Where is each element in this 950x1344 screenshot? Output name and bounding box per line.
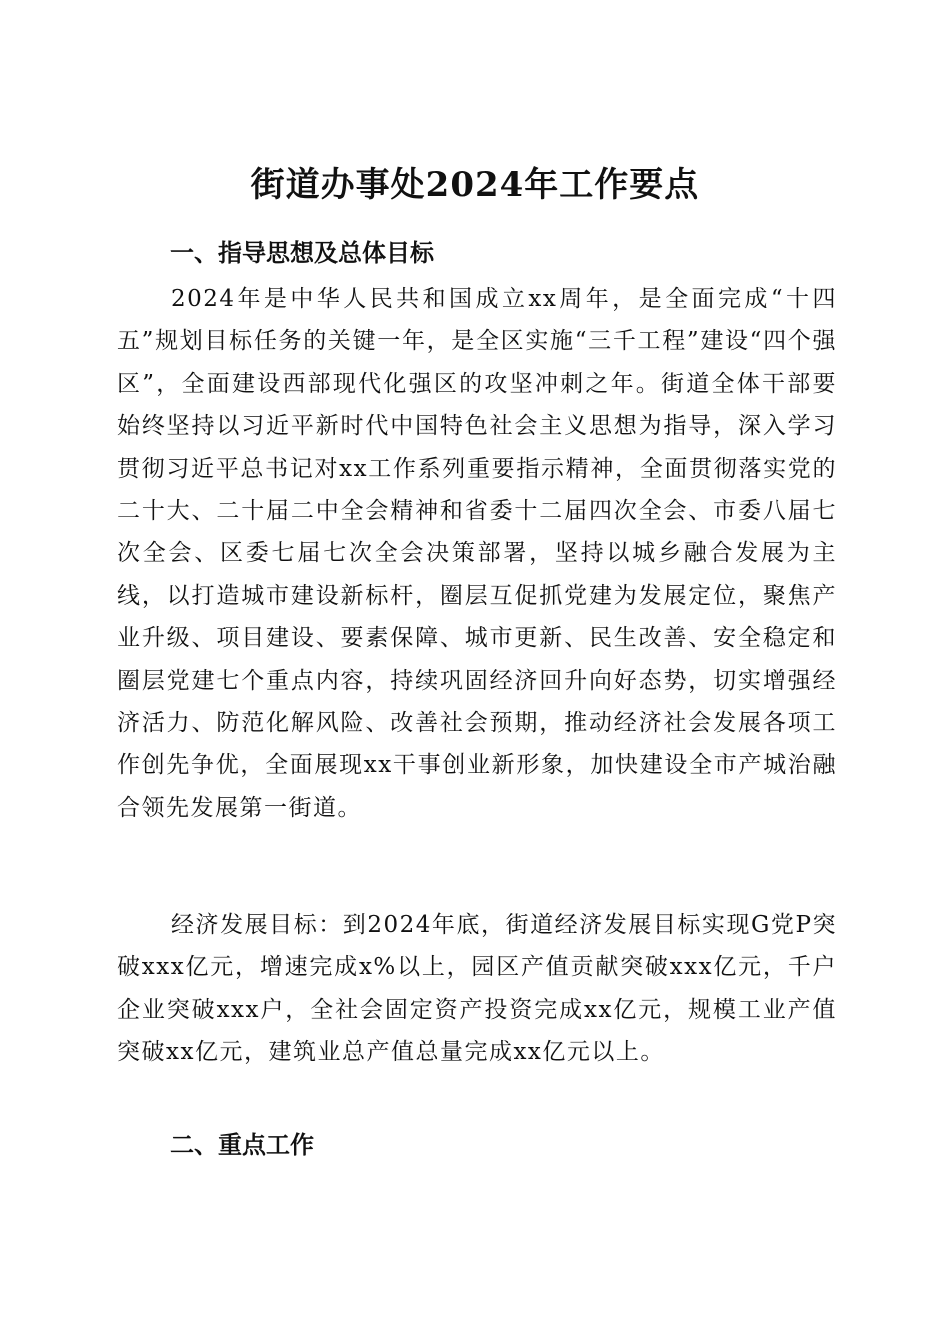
paragraph-guiding-ideology: 2024年是中华人民共和国成立xx周年，是全面完成“十四五”规划目标任务的关键一年，是全区实施“三千工程”建设“四个强区”，全面建设西部现代化强区的攻坚冲刺之年。街道全体干部要始终坚持以习近平新时代中国特色社会主义思想为指导，深入学习贯彻习近平总书记对xx工作系列重要指示精神，全面贯彻落实党的二十大、二十届二中全会精神和省委十二届四次全会、市委八届七次全会、区委七届七次全会决策部署，坚持以城乡融合发展为主线，以打造城市建设新标杆，圈层互促抓党建为发展定位，聚焦产业升级、项目建设、要素保障、城市更新、民生改善、安全稳定和圈层党建七个重点内容，持续巩固经济回升向好态势，切实增强经济活力、防范化解风险、改善社会预期，推动经济社会发展各项工作创先争优，全面展现xx干事创业新形象，加快建设全市产城治融合领先发展第一街道。	[117, 286, 837, 821]
document-title: 街道办事处2024年工作要点	[250, 164, 700, 205]
paragraph-economic-targets: 经济发展目标：到2024年底，街道经济发展目标实现G党P突破xxx亿元，增速完成x%以上，园区产值贡献突破xxx亿元，千户企业突破xxx户，全社会固定资产投资完成xx亿元，规模工业产值突破xx亿元，建筑业总产值总量完成xx亿元以上。	[117, 912, 837, 1066]
section-heading-2: 二、重点工作	[170, 1131, 314, 1159]
section-heading-1: 一、指导思想及总体目标	[170, 239, 434, 267]
